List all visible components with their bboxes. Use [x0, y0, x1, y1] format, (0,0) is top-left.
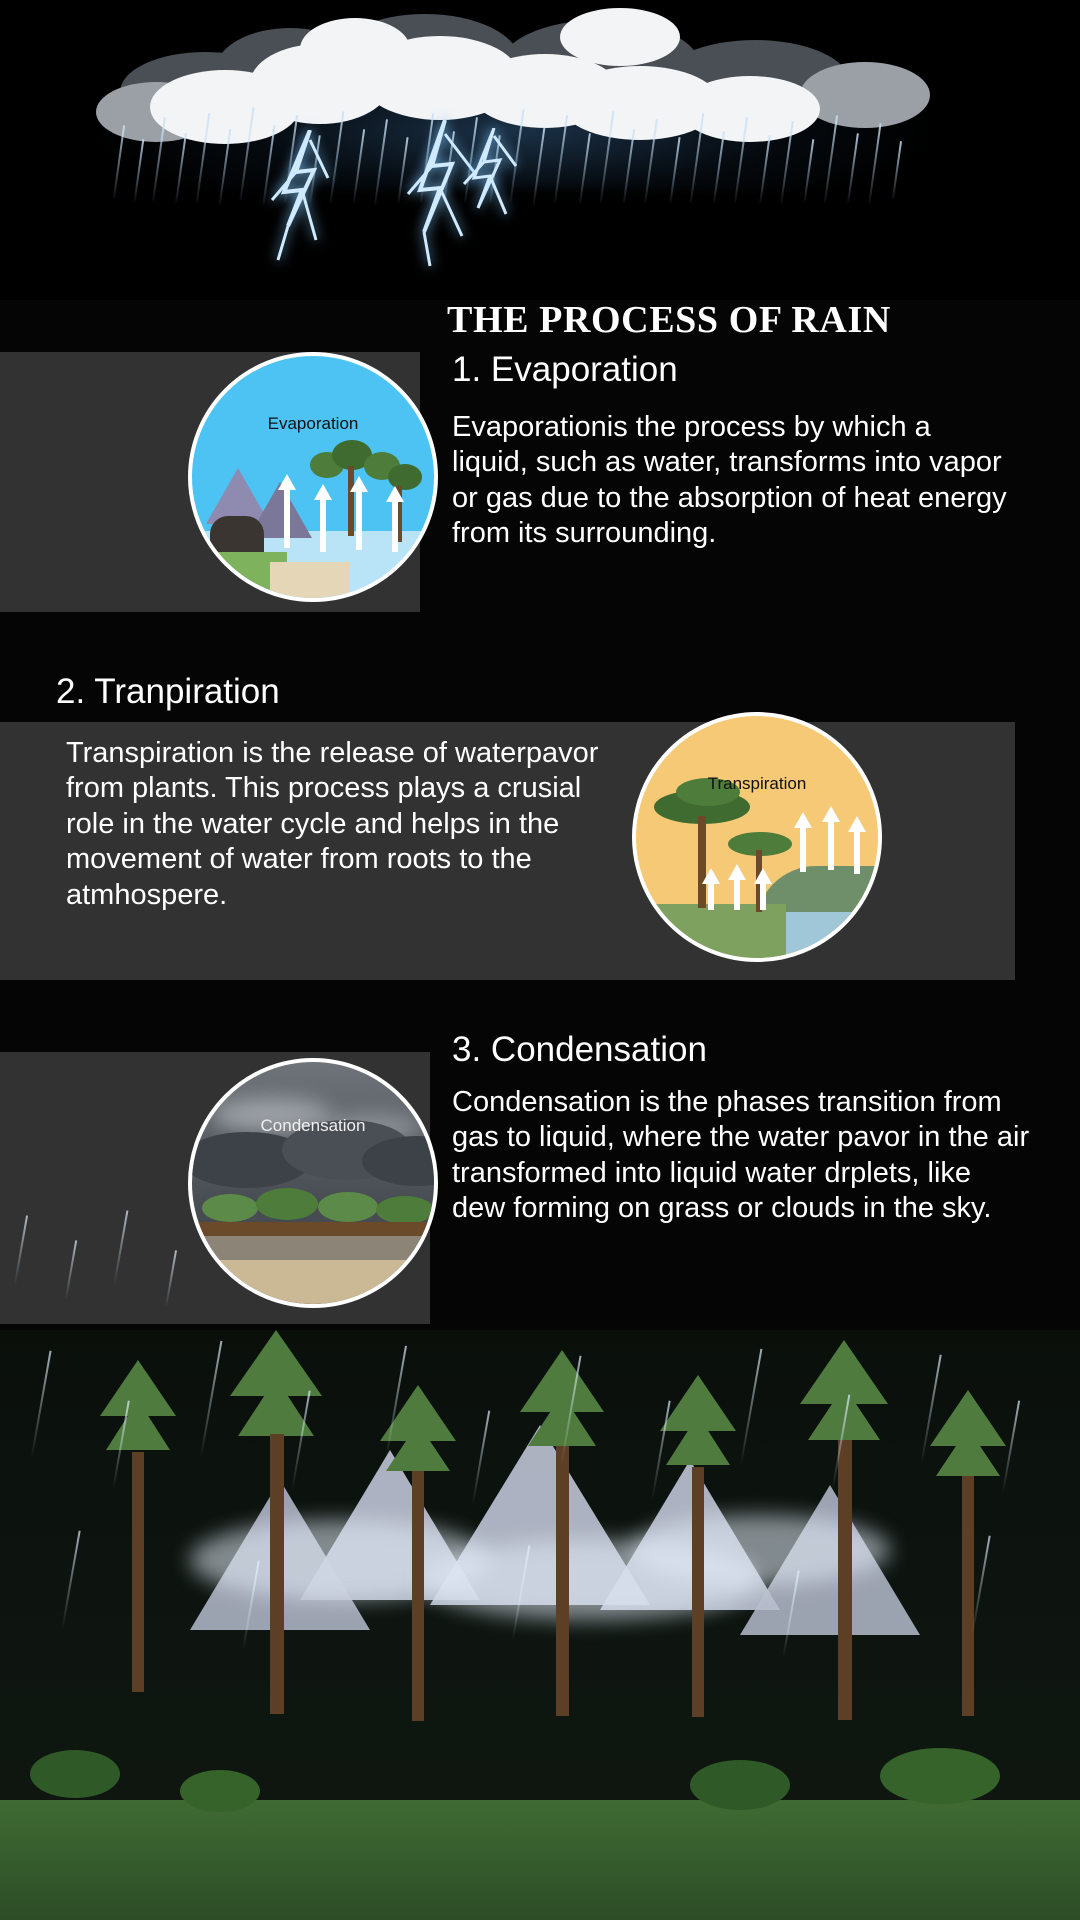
section-1-title: 1. Evaporation — [452, 350, 678, 389]
vapor-arrow-icon — [848, 816, 866, 832]
cloud-shape — [560, 8, 680, 66]
vapor-arrow-icon — [350, 476, 368, 492]
shrub-shape — [180, 1770, 260, 1812]
vapor-arrow-stem — [356, 492, 362, 550]
evaporation-label: Evaporation — [267, 414, 359, 433]
ground-shape — [192, 1258, 438, 1308]
transpiration-illustration — [632, 712, 882, 962]
vapor-arrow-icon — [702, 868, 720, 884]
vapor-arrow-stem — [392, 502, 398, 552]
condensation-label: Condensation — [260, 1116, 366, 1135]
vapor-arrow-stem — [828, 822, 834, 870]
vapor-arrow-stem — [800, 828, 806, 872]
transpiration-label: Transpiration — [707, 774, 807, 793]
storm-clouds-illustration — [0, 0, 1080, 300]
lightning-bolt-icon — [250, 130, 370, 270]
vapor-arrow-icon — [278, 474, 296, 490]
evaporation-illustration — [188, 352, 438, 602]
shrub-shape — [880, 1748, 1000, 1804]
animal-shape — [210, 516, 264, 552]
section-2-body: Transpiration is the release of waterpavor from plants. This process plays a crusial role in the water cycle and helps in the movement of water from roots to the atmhospere. — [66, 737, 599, 911]
section-3-title: 3. Condensation — [452, 1030, 707, 1069]
vapor-arrow-icon — [314, 484, 332, 500]
section-2-title: 2. Tranpiration — [56, 672, 280, 711]
tree-shape — [256, 1188, 318, 1220]
vapor-arrow-stem — [760, 884, 766, 910]
vapor-arrow-stem — [734, 880, 740, 910]
vapor-arrow-icon — [728, 864, 746, 880]
riverbank-shape — [192, 1236, 438, 1260]
grass-ground — [0, 1800, 1080, 1920]
rainy-forest-illustration — [0, 1330, 1080, 1920]
condensation-illustration — [188, 1058, 438, 1308]
vapor-arrow-icon — [754, 868, 772, 884]
vapor-arrow-icon — [386, 486, 404, 502]
vapor-arrow-icon — [794, 812, 812, 828]
section-1-body: Evaporationis the process by which a liquid, such as water, transforms into vapor or gas due to the absorption of heat energy from its surrounding. — [452, 411, 1007, 550]
tree-shape — [376, 1196, 434, 1224]
lightning-bolt-icon — [450, 128, 540, 238]
vapor-arrow-stem — [320, 500, 326, 552]
shrub-shape — [30, 1750, 120, 1798]
bridge-shape — [192, 1222, 438, 1236]
page-title: THE PROCESS OF RAIN — [447, 299, 891, 341]
cloud-shape — [300, 18, 410, 80]
tree-shape — [318, 1192, 378, 1222]
shrub-shape — [690, 1760, 790, 1810]
shore-shape — [270, 562, 350, 602]
vapor-arrow-stem — [284, 490, 290, 548]
vapor-arrow-stem — [708, 884, 714, 910]
tree-shape — [202, 1194, 258, 1222]
tree-trunk — [698, 816, 706, 908]
vapor-arrow-stem — [854, 832, 860, 874]
vapor-arrow-icon — [822, 806, 840, 822]
ground-shape — [636, 904, 786, 962]
section-3-body: Condensation is the phases transition from gas to liquid, where the water pavor in the air transformed into liquid water drplets, like dew forming on grass or clouds in the sky. — [452, 1086, 1030, 1225]
